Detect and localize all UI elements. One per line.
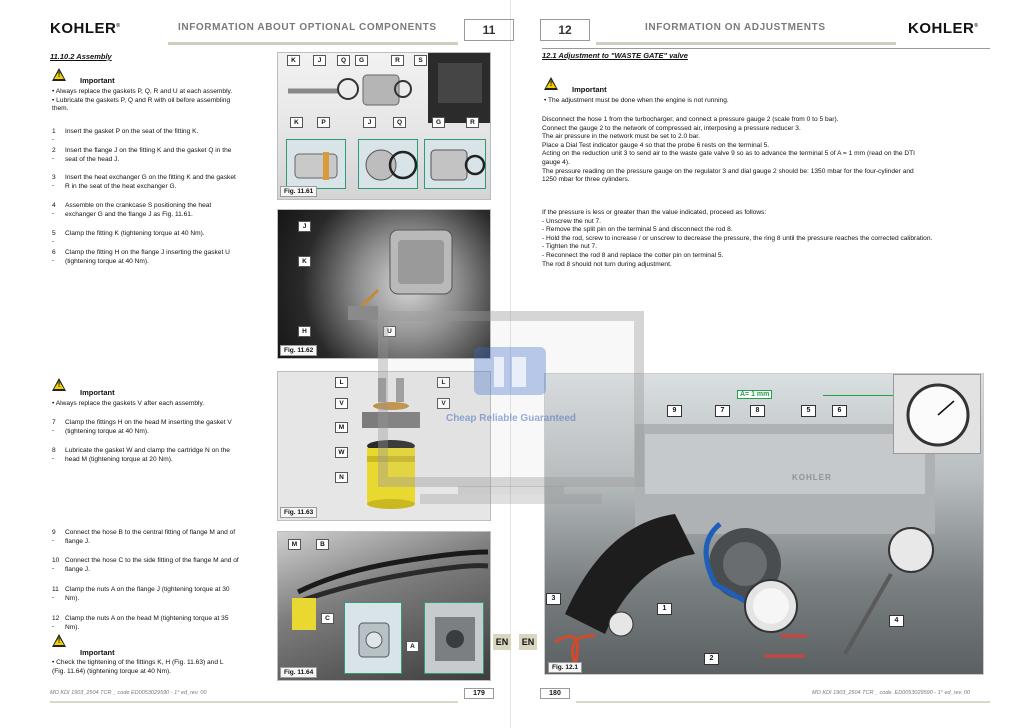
- callout-s: S: [414, 55, 427, 66]
- procedure-line: - Tighten the nut 7.: [542, 243, 597, 251]
- note-line: • Always replace the gaskets P, Q, R and U at each assembly.: [52, 88, 233, 95]
- callout-k: K: [287, 55, 300, 66]
- callout-k: K: [290, 117, 303, 128]
- step-text: (tightening torque at 40 Nm).: [65, 427, 149, 435]
- figure-label: Fig. 11.64: [280, 667, 317, 678]
- right-header-title: INFORMATION ON ADJUSTMENTS: [645, 22, 826, 33]
- procedure-line: - Reconnect the rod 8 and replace the cotter pin on terminal 5.: [542, 252, 724, 259]
- figure-11-64: [277, 531, 491, 681]
- note-line: • Lubricate the gaskets P, Q and R with oil before assembling: [52, 96, 231, 104]
- callout-q: Q: [393, 117, 406, 128]
- callout-k: K: [298, 256, 311, 267]
- language-tab[interactable]: EN: [519, 634, 537, 650]
- callout-w: W: [335, 447, 348, 458]
- callout-j: J: [313, 55, 326, 66]
- procedure-line: gauge 4).: [542, 159, 570, 166]
- step-number: 5 -: [52, 230, 56, 246]
- figure-label: Fig. 11.63: [280, 507, 317, 518]
- callout-j: J: [363, 117, 376, 128]
- callout-m: M: [288, 539, 301, 550]
- fitting-illustration: [287, 140, 347, 190]
- callout-5: 5: [801, 405, 816, 417]
- callout-6: 6: [832, 405, 847, 417]
- procedure-line: 1250 mbar for three cylinders.: [542, 176, 630, 184]
- step-text: Lubricate the gasket W and clamp the cartridge N on the: [65, 447, 230, 454]
- watermark-base: [420, 494, 602, 504]
- kohler-logo: KOHLER®: [908, 20, 979, 37]
- procedure-line: Disconnect the hose 1 from the turbocharger, and connect a pressure gauge 2 (scale from 0 to 5 bar).: [542, 116, 839, 123]
- step-text: Clamp the fittings H on the head M inserting the gasket V: [65, 419, 232, 426]
- procedure-line: - Remove the split pin on the terminal 5 and disconnect the rod 8.: [542, 226, 733, 234]
- step-number: 3 -: [52, 174, 56, 190]
- step-text: Insert the heat exchanger G on the fitting K and the gasket: [65, 174, 236, 181]
- callout-2: 2: [704, 653, 719, 665]
- procedure-line: The rod 8 should not turn during adjustment.: [542, 260, 672, 268]
- note-line: • Always replace the gaskets V after each assembly.: [52, 400, 205, 407]
- step-number: 4 -: [52, 202, 56, 218]
- flange-illustration: [359, 140, 419, 190]
- right-chapter-number: 12: [540, 19, 590, 41]
- callout-n: N: [335, 472, 348, 483]
- step-number: 2 -: [52, 147, 56, 163]
- callout-7: 7: [715, 405, 730, 417]
- callout-4: 4: [889, 615, 904, 627]
- note-line: • Check the tightening of the fittings K, H (Fig. 11.63) and L: [52, 659, 224, 666]
- left-header-title: INFORMATION ABOUT OPTIONAL COMPONENTS: [178, 22, 437, 33]
- dimension-label: A= 1 mm: [737, 390, 772, 399]
- step-number: 11 -: [52, 586, 59, 602]
- callout-r: R: [466, 117, 479, 128]
- callout-3: 3: [546, 593, 561, 605]
- right-footer-text: MO KDI 1903_2504 TCR _ code. ED0053029590 - 1° ed_rev. 00: [812, 690, 971, 696]
- step-number: 9 -: [52, 529, 56, 545]
- dial-gauge-inset: [893, 374, 981, 454]
- warning-mark: !: [549, 81, 553, 88]
- nut-illustration: [425, 603, 485, 675]
- dial-gauge-icon: [894, 375, 982, 455]
- important-label: Important: [80, 388, 115, 397]
- watermark-text: Cheap Reliable Guaranteed: [445, 413, 577, 424]
- warning-mark: !: [57, 638, 61, 645]
- right-footer-bar: [576, 701, 990, 703]
- left-footer-text: MO KDI 1903_2504 TCR _ code ED0053029590 - 1° ed_rev. 00: [50, 690, 207, 696]
- figure-label: Fig. 12.1: [548, 662, 582, 673]
- engine-brand-plate: KOHLER: [792, 473, 832, 482]
- step-text: Nm).: [65, 623, 80, 631]
- figure-label: Fig. 11.62: [280, 345, 317, 356]
- step-number: 7 -: [52, 419, 56, 435]
- inset-hose-fitting: [344, 602, 402, 674]
- language-tab[interactable]: EN: [493, 634, 511, 650]
- watermark-monitor: [378, 311, 644, 487]
- step-text: Clamp the nuts A on the flange J (tightening torque at 30: [65, 586, 230, 593]
- step-text: Clamp the fitting K (tightening torque at 40 Nm).: [65, 230, 205, 237]
- procedure-line: The air pressure in the network must be set to 2.0 bar.: [542, 133, 700, 141]
- watermark-stand: [458, 486, 564, 494]
- callout-g: G: [432, 117, 445, 128]
- callout-h: H: [298, 326, 311, 337]
- step-text: flange J.: [65, 565, 90, 573]
- watermark-logo-icon: [470, 341, 550, 401]
- step-text: Connect the hose C to the side fitting of the flange M and of: [65, 557, 239, 564]
- step-text: exchanger G and the flange J as Fig. 11.61.: [65, 210, 193, 218]
- callout-r: R: [391, 55, 404, 66]
- callout-v: V: [335, 398, 348, 409]
- right-page-number: 180: [540, 688, 570, 699]
- callout-v: V: [437, 398, 450, 409]
- step-text: R in the seat of the heat exchanger G.: [65, 182, 177, 190]
- callout-9: 9: [667, 405, 682, 417]
- step-number: 6 -: [52, 249, 56, 265]
- step-text: Clamp the nuts A on the head M (tightening torque at 35: [65, 615, 229, 622]
- procedure-line: - Hold the rod, screw to increase / or unscrew to decrease the pressure, the ring 8 until the pressure reaches the corrected calibration.: [542, 234, 933, 242]
- right-section-heading: 12.1 Adjustment to "WASTE GATE" valve: [542, 51, 688, 60]
- step-text: seat of the head J.: [65, 155, 120, 163]
- inset-flange-j: [358, 139, 418, 189]
- procedure-line: If the pressure is less or greater than the value indicated, proceed as follows:: [542, 209, 767, 216]
- warning-mark: !: [57, 72, 61, 79]
- kohler-logo: KOHLER®: [50, 20, 121, 37]
- callout-8: 8: [750, 405, 765, 417]
- procedure-line: Acting on the reduction unit 3 to send air to the waste gate valve 9 so as to advance the terminal 5 of A = 1 mm (read on the DTI: [542, 150, 915, 158]
- warning-mark: !: [57, 382, 61, 389]
- inset-exchanger-g: [424, 139, 486, 189]
- procedure-line: - Unscrew the nut 7.: [542, 217, 602, 225]
- step-text: Connect the hose B to the central fitting of flange M and of: [65, 529, 236, 536]
- left-footer-bar: [50, 701, 458, 703]
- step-text: flange J.: [65, 537, 90, 545]
- right-header-bar: [596, 42, 896, 45]
- section-rule: [542, 48, 990, 49]
- step-text: (tightening torque at 40 Nm).: [65, 257, 149, 265]
- step-text: Insert the flange J on the fitting K and the gasket Q in the: [65, 147, 232, 154]
- step-text: head M (tightening torque at 20 Nm).: [65, 455, 173, 463]
- callout-g: G: [355, 55, 368, 66]
- step-number: 12 -: [52, 615, 60, 631]
- note-line: them.: [52, 105, 69, 113]
- callout-b: B: [316, 539, 329, 550]
- left-section-heading: 11.10.2 Assembly: [50, 52, 112, 61]
- callout-1: 1: [657, 603, 672, 615]
- callout-a: A: [406, 641, 419, 652]
- important-label: Important: [572, 85, 607, 94]
- step-text: Insert the gasket P on the seat of the fitting K.: [65, 128, 199, 135]
- inset-fitting-k: [286, 139, 346, 189]
- important-label: Important: [80, 648, 115, 657]
- callout-l: L: [437, 377, 450, 388]
- left-page-number: 179: [464, 688, 494, 699]
- callout-q: Q: [337, 55, 350, 66]
- callout-l: L: [335, 377, 348, 388]
- step-number: 10 -: [52, 557, 60, 573]
- callout-m: M: [335, 422, 348, 433]
- procedure-line: Place a Dial Test indicator gauge 4 so that the probe 6 rests on the terminal 5.: [542, 141, 770, 149]
- note-line: • The adjustment must be done when the engine is not running.: [544, 97, 729, 104]
- callout-p: P: [317, 117, 330, 128]
- dimension-leader: [823, 395, 893, 396]
- procedure-line: Connect the gauge 2 to the network of compressed air, interposing a pressure reducer 3.: [542, 124, 801, 132]
- fitting-illustration: [345, 603, 403, 675]
- left-chapter-number: 11: [464, 19, 514, 41]
- step-text: Nm).: [65, 594, 80, 602]
- callout-j: J: [298, 221, 311, 232]
- left-header-bar: [168, 42, 458, 45]
- figure-label: Fig. 11.61: [280, 186, 317, 197]
- step-number: 8 -: [52, 447, 56, 463]
- procedure-line: The pressure reading on the pressure gauge on the regulator 3 and dial gauge 2 should be: 1350 mbar for the four-cylinder and: [542, 167, 914, 175]
- step-text: Assemble on the crankcase S positioning the heat: [65, 202, 212, 209]
- exchanger-illustration: [425, 140, 487, 190]
- step-text: Clamp the fitting H on the flange J inserting the gasket U: [65, 249, 230, 256]
- important-label: Important: [80, 76, 115, 85]
- callout-c: C: [321, 613, 334, 624]
- callout-u: U: [383, 326, 396, 337]
- step-number: 1 -: [52, 128, 56, 144]
- figure-11-61: [277, 52, 491, 200]
- note-line: (Fig. 11.64) (tightening torque at 40 Nm).: [52, 667, 171, 675]
- inset-nut-a: [424, 602, 484, 674]
